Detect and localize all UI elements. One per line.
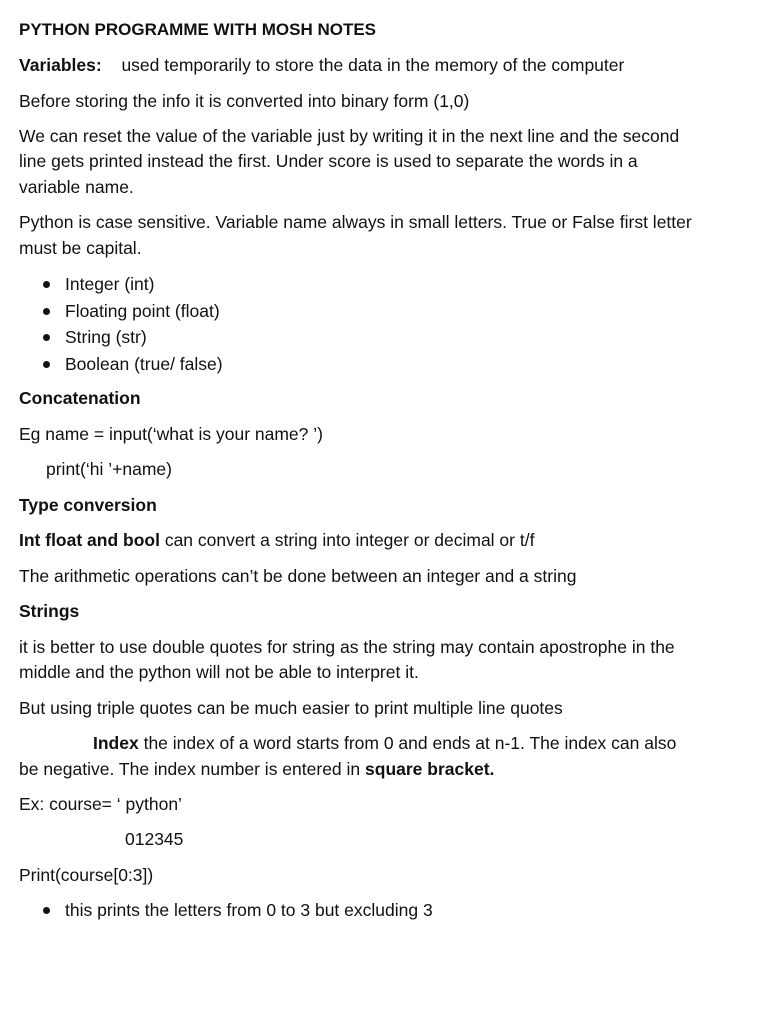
bullet-icon [43, 361, 50, 368]
reset-note-line-1: We can reset the value of the variable just by writing it in the next line and the second [19, 126, 680, 146]
binary-note: Before storing the info it is converted into binary form (1,0) [19, 91, 470, 111]
strings-line-1: it is better to use double quotes for string as the string may contain apostrophe in the [19, 637, 675, 657]
index-line-1 [19, 730, 744, 756]
index-line-1-text: the index of a word starts from 0 and ends at n-1. The index can also [138, 733, 677, 753]
concatenation-example-2: print(‘hi ’+name) [46, 459, 172, 479]
list-item: String (str) [19, 324, 223, 351]
course-example: Ex: course= ‘ python’ [19, 794, 182, 814]
index-bold-word: Index [93, 733, 139, 753]
type-conversion-bold: Int float and bool [19, 530, 160, 550]
variables-text: used temporarily to store the data in the memory of the computer [121, 55, 625, 75]
bullet-icon [43, 334, 50, 341]
list-item: Integer (int) [19, 271, 223, 298]
list-item: this prints the letters from 0 to 3 but excluding 3 [19, 897, 433, 924]
concatenation-example-1: Eg name = input(‘what is your name? ’) [19, 424, 323, 444]
index-line-2 [19, 756, 744, 782]
slice-note-list [19, 897, 433, 924]
type-conversion-heading: Type conversion [19, 495, 157, 515]
arithmetic-note: The arithmetic operations can’t be done between an integer and a string [19, 566, 577, 586]
strings-heading: Strings [19, 601, 80, 621]
strings-line-2: middle and the python will not be able to interpret it. [19, 662, 419, 682]
reset-note-line-3: variable name. [19, 177, 134, 197]
case-note-line-2: must be capital. [19, 238, 142, 258]
case-note-line-1: Python is case sensitive. Variable name always in small letters. True or False first letter [19, 212, 692, 232]
page-title: PYTHON PROGRAMME WITH MOSH NOTES [19, 20, 376, 39]
bullet-icon [43, 907, 50, 914]
list-item: Floating point (float) [19, 298, 223, 325]
reset-note-line-2: line gets printed instead the first. Under score is used to separate the words in a [19, 151, 638, 171]
index-digits: 012345 [125, 829, 184, 849]
data-types-list [19, 271, 223, 377]
concatenation-heading: Concatenation [19, 388, 141, 408]
print-statement: Print(course[0:3]) [19, 865, 154, 885]
bullet-icon [43, 281, 50, 288]
list-item: Boolean (true/ false) [19, 351, 223, 378]
variables-label: Variables: [19, 55, 102, 75]
type-conversion-text: can convert a string into integer or decimal or t/f [159, 530, 535, 550]
triple-quotes-note: But using triple quotes can be much easier to print multiple line quotes [19, 698, 563, 718]
variables-paragraph [19, 52, 744, 78]
index-line-2-text: be negative. The index number is entered in [19, 759, 366, 779]
bullet-icon [43, 308, 50, 315]
type-conversion-paragraph [19, 527, 744, 553]
square-bracket-bold: square bracket. [365, 759, 495, 779]
